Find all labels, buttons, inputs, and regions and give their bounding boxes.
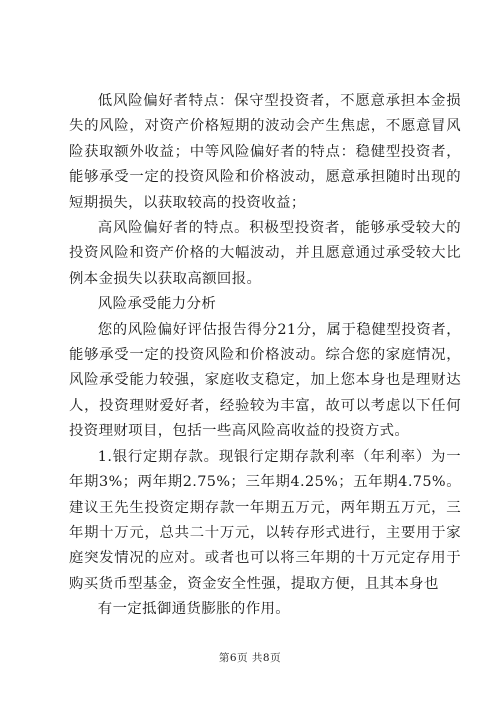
document-body <box>69 89 461 623</box>
page-footer: 第6页 共8页 <box>218 652 282 664</box>
section-heading-risk-capacity: 风险承受能力分析 <box>97 296 217 313</box>
paragraph-bank-deposit: 1.银行定期存款。现银行定期存款利率（年利率）为一年期3%；两年期2.75%；三年期4.25%；五年期4.75%。建议王先生投资定期存款一年期五万元，两年期五万元，三年期十万元，总共二十万元，以转存形式进行，主要用于家庭突发情况的应对。或者也可以将三年期的十万元定存用于购买货币型基金，资金安全性强，提取方便，且其本身也 <box>69 448 461 592</box>
paragraph-risk-preference-low-medium: 低风险偏好者特点：保守型投资者，不愿意承担本金损失的风险，对资产价格短期的波动会产生焦虑，不愿意冒风险获取额外收益；中等风险偏好者的特点：稳健型投资者，能够承受一定的投资风险和价格波动，愿意承担随时出现的短期损失，以获取较高的投资收益； <box>69 93 461 211</box>
paragraph-risk-preference-high: 高风险偏好者的特点。积极型投资者，能够承受较大的投资风险和资产价格的大幅波动，并且愿意通过承受较大比例本金损失以获取高额回报。 <box>69 220 461 287</box>
paragraph-risk-assessment: 您的风险偏好评估报告得分21分，属于稳健型投资者，能够承受一定的投资风险和价格波动。综合您的家庭情况，风险承受能力较强，家庭收支稳定，加上您本身也是理财达人，投资理财爱好者，经验较为丰富，故可以考虑以下任何投资理财项目，包括一些高风险高收益的投资方式。 <box>69 321 461 440</box>
paragraph-inflation-note: 有一定抵御通货膨胀的作用。 <box>97 601 291 618</box>
